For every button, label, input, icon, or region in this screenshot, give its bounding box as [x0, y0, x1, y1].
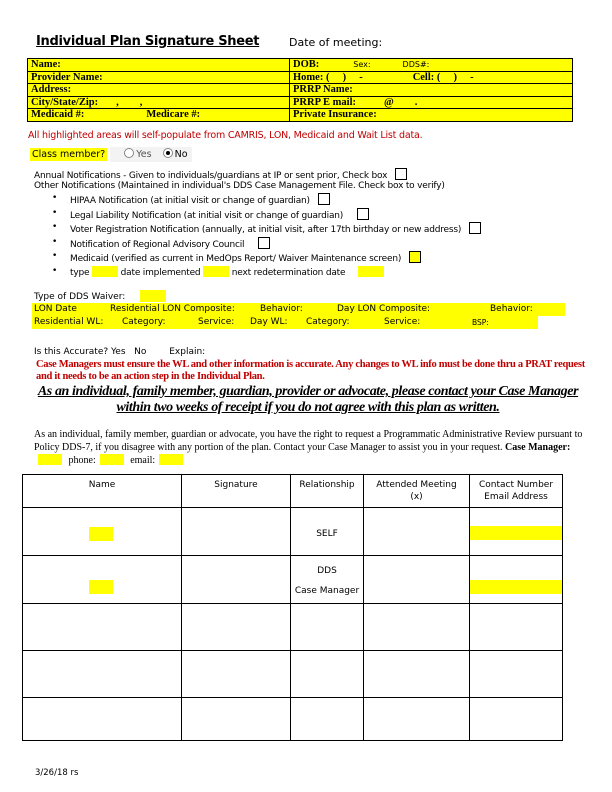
waiver-type-field[interactable]	[140, 290, 166, 302]
service-label-2: Service:	[384, 317, 421, 327]
name-cell[interactable]	[23, 651, 182, 698]
class-member-yes-radio[interactable]	[124, 148, 134, 158]
notification-medicaid	[58, 251, 481, 266]
phone-field[interactable]	[290, 71, 573, 84]
signature-table-header	[23, 475, 563, 508]
prrp-email-label: PRRP E mail:	[293, 96, 356, 108]
name-cell[interactable]	[23, 698, 182, 741]
residential-lon-composite-label: Residential LON Composite:	[110, 304, 235, 314]
accuracy-question: Is this Accurate? Yes No	[34, 347, 147, 357]
class-member-label: Class member?	[32, 149, 106, 160]
sex-label: Sex:	[353, 60, 371, 70]
annual-notifications-checkbox[interactable]	[395, 168, 407, 180]
day-wl-label: Day WL:	[250, 317, 288, 327]
category-label-1: Category:	[122, 317, 166, 327]
header-relationship: Relationship	[291, 475, 364, 508]
medicaid-type-field[interactable]	[92, 266, 118, 277]
header-attended-meeting: Attended Meeting (x)	[364, 475, 470, 508]
header-signature: Signature	[182, 475, 291, 508]
voter-registration-checkbox[interactable]	[469, 222, 481, 234]
name-cell[interactable]	[23, 604, 182, 651]
contact-notice: As an individual, family member, guardian, provider or advocate, please contact your Case Manager within two weeks of receipt if you do not agree with this plan as written.	[37, 384, 579, 415]
relationship-cell[interactable]	[291, 651, 364, 698]
notification-hipaa	[58, 193, 481, 208]
date-implemented-field[interactable]	[203, 266, 229, 277]
notification-voter-registration	[58, 222, 481, 237]
signature-cell[interactable]	[182, 604, 291, 651]
case-manager-label: Case Manager:	[505, 441, 571, 453]
behavior-label-1: Behavior:	[260, 304, 303, 314]
relationship-cell	[291, 508, 364, 556]
notification-legal-liability-label: Legal Liability Notification (at initial visit or change of guardian)	[70, 210, 344, 221]
table-row	[23, 604, 563, 651]
date-implemented-label: date implemented	[120, 267, 201, 278]
waiver-row-wl	[32, 316, 538, 329]
explain-label: Explain:	[169, 347, 206, 357]
notification-medicaid-label: Medicaid (verified as current in MedOps Report/ Waiver Maintenance screen)	[70, 254, 402, 265]
provider-name-field[interactable]: Provider Name:	[28, 71, 290, 84]
annual-notifications-label: Annual Notifications - Given to individuals/guardians at IP or sent prior, Check box	[34, 171, 388, 181]
rights-paragraph	[34, 429, 594, 468]
table-row	[23, 508, 563, 556]
signature-cell[interactable]	[182, 508, 291, 556]
medicaid-checkbox[interactable]	[409, 251, 421, 263]
email-field[interactable]	[159, 454, 183, 465]
hipaa-checkbox[interactable]	[318, 193, 330, 205]
residential-wl-label: Residential WL:	[34, 317, 104, 327]
accuracy-row	[34, 347, 205, 357]
contact-cell[interactable]	[470, 556, 563, 604]
address-field[interactable]: Address:	[28, 84, 290, 97]
page-title: Individual Plan Signature Sheet	[36, 34, 260, 49]
contact-cell[interactable]	[470, 651, 563, 698]
signature-cell[interactable]	[182, 698, 291, 741]
attended-cell[interactable]	[364, 698, 470, 741]
contact-cell[interactable]	[470, 604, 563, 651]
annual-notifications-row	[34, 168, 407, 181]
class-member-group	[30, 148, 192, 160]
notification-regional-council-label: Notification of Regional Advisory Council	[70, 239, 245, 250]
attended-cell[interactable]	[364, 508, 470, 556]
signature-table	[22, 474, 563, 741]
next-redetermination-field[interactable]	[358, 266, 384, 277]
behavior-label-2: Behavior:	[490, 304, 533, 314]
relationship-line-1: DDS	[317, 566, 337, 576]
signature-cell[interactable]	[182, 651, 291, 698]
relationship-cell	[291, 556, 364, 604]
category-label-2: Category:	[306, 317, 350, 327]
phone-label: phone:	[68, 455, 96, 466]
attended-cell[interactable]	[364, 651, 470, 698]
self-populate-note: All highlighted areas will self-populate from CAMRIS, LON, Medicaid and Wait List data.	[28, 130, 423, 141]
prrp-email-field[interactable]	[290, 96, 573, 109]
name-highlight	[89, 527, 113, 541]
contact-cell[interactable]	[470, 508, 563, 556]
contact-cell[interactable]	[470, 698, 563, 741]
attended-cell[interactable]	[364, 556, 470, 604]
medicaid-detail-row	[58, 266, 481, 281]
dob-field[interactable]	[290, 59, 573, 72]
medicare-label: Medicare #:	[146, 109, 201, 121]
attended-cell[interactable]	[364, 604, 470, 651]
lon-date-label: LON Date	[34, 304, 77, 314]
relationship-text	[291, 556, 363, 601]
home-phone-label: Home: ( ) -	[293, 71, 363, 83]
city-state-zip-separators: , ,	[116, 96, 143, 108]
relationship-cell[interactable]	[291, 604, 364, 651]
case-manager-field[interactable]	[38, 454, 62, 465]
header-contact: Contact Number Email Address	[470, 475, 563, 508]
relationship-line-2: Case Manager	[294, 586, 360, 596]
notification-voter-registration-label: Voter Registration Notification (annually, at initial visit, after 17th birthday or new address)	[70, 225, 462, 236]
date-of-meeting-label: Date of meeting:	[289, 36, 383, 49]
private-insurance-field[interactable]: Private Insurance:	[290, 109, 573, 122]
table-row	[23, 556, 563, 604]
city-state-zip-field[interactable]	[28, 96, 290, 109]
notification-legal-liability	[58, 208, 481, 223]
email-label: email:	[130, 455, 156, 466]
class-member-no-label: No	[174, 149, 188, 160]
name-cell[interactable]	[23, 556, 182, 604]
medicaid-medicare-field[interactable]	[28, 109, 290, 122]
signature-cell[interactable]	[182, 556, 291, 604]
waiver-row-lon	[32, 303, 565, 316]
name-highlight	[89, 580, 113, 594]
cell-phone-label: Cell: ( ) -	[412, 71, 474, 83]
medicaid-type-label: type	[70, 267, 90, 278]
case-manager-note: Case Managers must ensure the WL and other information is accurate. Any changes to WL info must be done thru a PRAT request and it needs to be an action step in the Individual Plan.	[36, 359, 585, 382]
prrp-name-field[interactable]: PRRP Name:	[290, 84, 573, 97]
regional-council-checkbox[interactable]	[258, 237, 270, 249]
contact-highlight	[470, 526, 562, 540]
dds-number-label: DDS#:	[402, 60, 430, 70]
notification-regional-council	[58, 237, 481, 252]
table-row	[23, 651, 563, 698]
bsp-label: BSP:	[472, 318, 489, 327]
waiver-type-label: Type of DDS Waiver:	[34, 292, 126, 302]
prrp-email-placeholder: @ .	[384, 96, 418, 108]
class-member-no-radio[interactable]	[163, 148, 173, 158]
service-label-1: Service:	[198, 317, 235, 327]
table-row	[23, 698, 563, 741]
contact-highlight	[470, 580, 562, 594]
notification-hipaa-label: HIPAA Notification (at initial visit or change of guardian)	[70, 196, 310, 206]
other-notifications-label: Other Notifications (Maintained in individual's DDS Case Management File. Check box to verify)	[34, 181, 445, 191]
name-cell[interactable]	[23, 508, 182, 556]
rights-text: As an individual, family member, guardian or advocate, you have the right to request a Programmatic Administrative Review pursuant to Policy DDS-7, if you disagree with any portion of the plan. Contact your Case Manager to assist you in your request.	[34, 429, 583, 453]
legal-liability-checkbox[interactable]	[357, 208, 369, 220]
footer-date: 3/26/18 rs	[35, 768, 79, 778]
individual-info-table	[27, 58, 573, 122]
name-field[interactable]: Name:	[28, 59, 290, 72]
header-name: Name	[23, 475, 182, 508]
class-member-yes-label: Yes	[136, 149, 152, 160]
next-redetermination-label: next redetermination date	[231, 267, 346, 278]
relationship-cell[interactable]	[291, 698, 364, 741]
phone-field[interactable]	[100, 454, 124, 465]
medicaid-label: Medicaid #:	[31, 109, 85, 121]
notification-list	[58, 193, 481, 281]
city-state-zip-label: City/State/Zip:	[31, 96, 99, 108]
day-lon-composite-label: Day LON Composite:	[337, 304, 431, 314]
relationship-text: SELF	[316, 529, 338, 539]
dob-label: DOB:	[293, 59, 320, 71]
